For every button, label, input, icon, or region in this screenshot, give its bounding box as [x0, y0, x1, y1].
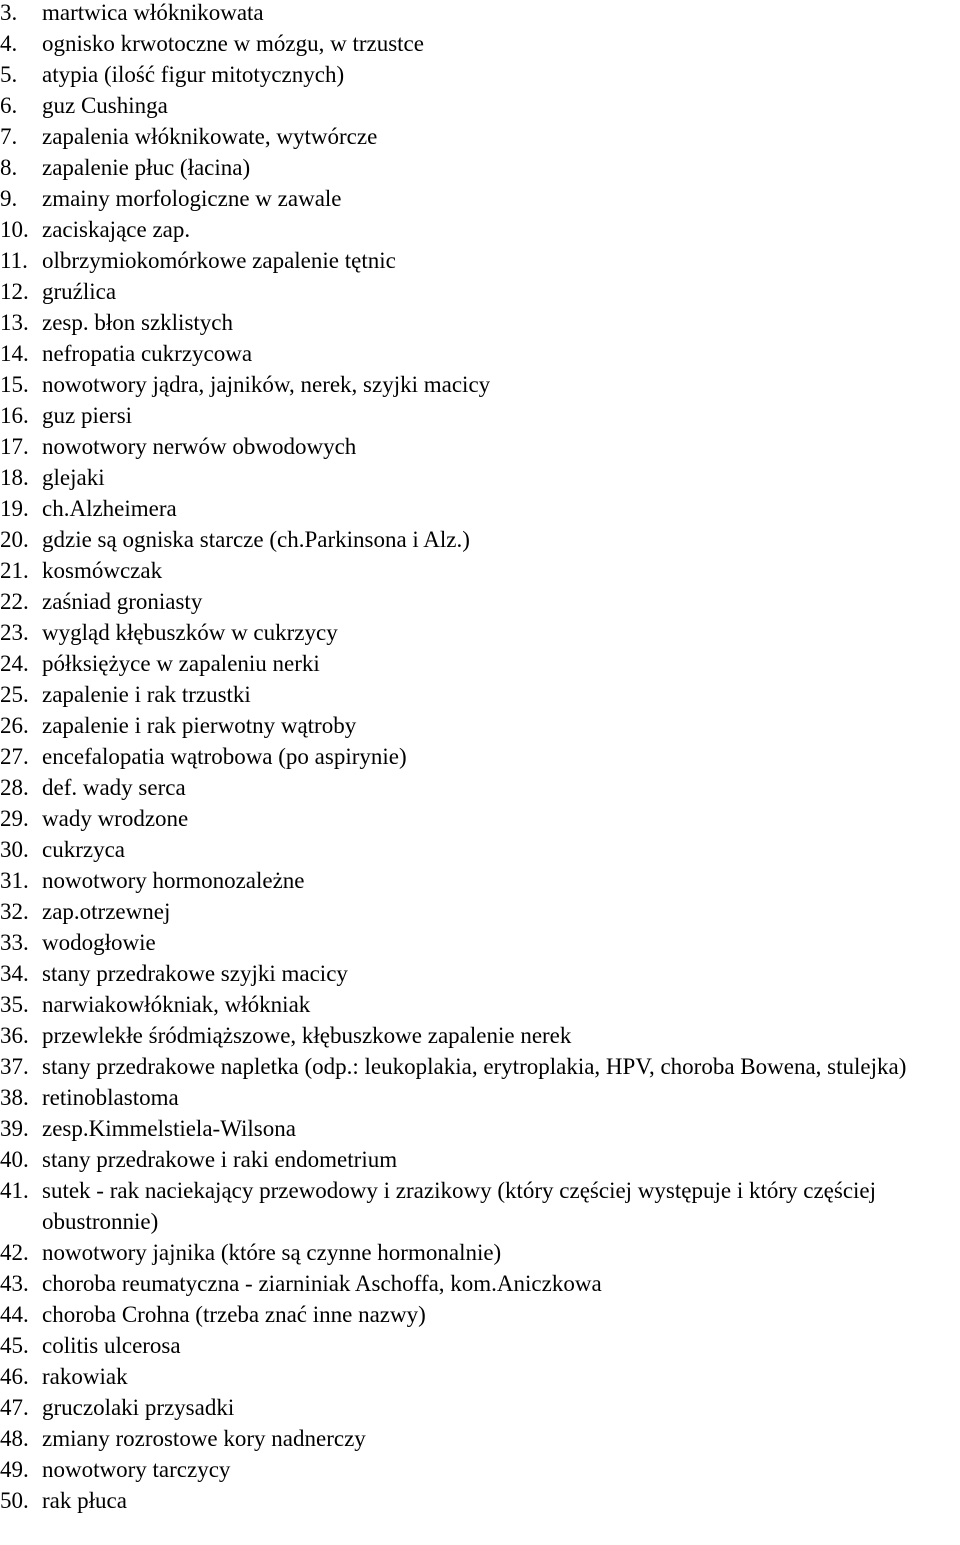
- list-item-number: 26.: [0, 713, 29, 738]
- list-item: [0, 896, 960, 927]
- list-item: [0, 462, 960, 493]
- list-item-number: 47.: [0, 1395, 29, 1420]
- list-item-number: 39.: [0, 1116, 29, 1141]
- list-item-number: 36.: [0, 1023, 29, 1048]
- list-item-number: 37.: [0, 1054, 29, 1079]
- list-item-text: retinoblastoma: [42, 1085, 179, 1110]
- list-item: [0, 493, 960, 524]
- list-item-number: 43.: [0, 1271, 29, 1296]
- list-item-text: def. wady serca: [42, 775, 186, 800]
- list-item-text: stany przedrakowe i raki endometrium: [42, 1147, 398, 1172]
- list-item-text: zaśniad groniasty: [42, 589, 203, 614]
- list-item: [0, 0, 960, 28]
- list-item-number: 25.: [0, 682, 29, 707]
- list-item-number: 14.: [0, 341, 29, 366]
- list-item-text: wygląd kłębuszków w cukrzycy: [42, 620, 338, 645]
- list-item: [0, 338, 960, 369]
- list-item: [0, 989, 960, 1020]
- list-item-text: gruczolaki przysadki: [42, 1395, 235, 1420]
- list-item-text: cukrzyca: [42, 837, 125, 862]
- list-item-number: 8.: [0, 155, 18, 180]
- list-item-text: zmiany rozrostowe kory nadnerczy: [42, 1426, 366, 1451]
- list-item-number: 17.: [0, 434, 29, 459]
- list-item-number: 45.: [0, 1333, 29, 1358]
- list-item: [0, 958, 960, 989]
- list-item-number: 31.: [0, 868, 29, 893]
- list-item-text: zapalenie płuc (łacina): [42, 155, 251, 180]
- list-item-number: 15.: [0, 372, 29, 397]
- list-item-text: kosmówczak: [42, 558, 163, 583]
- list-item: [0, 369, 960, 400]
- list-item-text: stany przedrakowe napletka (odp.: leukoplakia, erytroplakia, HPV, choroba Bowena, stulejka): [42, 1054, 907, 1079]
- list-item-text: zaciskające zap.: [42, 217, 191, 242]
- list-item-text: zapalenia włóknikowate, wytwórcze: [42, 124, 378, 149]
- list-item-text: martwica włóknikowata: [42, 0, 264, 25]
- list-item-text: przewlekłe śródmiąższowe, kłębuszkowe zapalenie nerek: [42, 1023, 572, 1048]
- list-item-number: 5.: [0, 62, 18, 87]
- list-item: [0, 710, 960, 741]
- list-item-text: rak płuca: [42, 1488, 127, 1513]
- list-item: [0, 1423, 960, 1454]
- list-item: [0, 1299, 960, 1330]
- list-item-number: 16.: [0, 403, 29, 428]
- list-item-text: zap.otrzewnej: [42, 899, 171, 924]
- list-item: [0, 1113, 960, 1144]
- list-item-number: 11.: [0, 248, 28, 273]
- list-item: [0, 1361, 960, 1392]
- list-item: [0, 214, 960, 245]
- list-item-number: 40.: [0, 1147, 29, 1172]
- list-item-text: nefropatia cukrzycowa: [42, 341, 253, 366]
- list-item-number: 9.: [0, 186, 18, 211]
- list-item: [0, 1051, 960, 1082]
- list-item: [0, 1237, 960, 1268]
- list-item-number: 48.: [0, 1426, 29, 1451]
- list-item-text: colitis ulcerosa: [42, 1333, 181, 1358]
- list-item-text: olbrzymiokomórkowe zapalenie tętnic: [42, 248, 396, 273]
- list-item: [0, 1454, 960, 1485]
- list-item-text: półksiężyce w zapaleniu nerki: [42, 651, 320, 676]
- list-item: [0, 307, 960, 338]
- list-item-text: zapalenie i rak pierwotny wątroby: [42, 713, 357, 738]
- list-item: [0, 617, 960, 648]
- list-item-number: 30.: [0, 837, 29, 862]
- list-item-number: 28.: [0, 775, 29, 800]
- list-item-text: zesp.Kimmelstiela-Wilsona: [42, 1116, 296, 1141]
- list-item: [0, 1268, 960, 1299]
- list-item: [0, 245, 960, 276]
- list-item: [0, 152, 960, 183]
- list-item-number: 27.: [0, 744, 29, 769]
- list-item-text: nowotwory nerwów obwodowych: [42, 434, 357, 459]
- list-item-number: 23.: [0, 620, 29, 645]
- list-item: [0, 59, 960, 90]
- list-item-text: gdzie są ogniska starcze (ch.Parkinsona i Alz.): [42, 527, 470, 552]
- list-item-text: atypia (ilość figur mitotycznych): [42, 62, 345, 87]
- list-item-number: 32.: [0, 899, 29, 924]
- list-item-text: gruźlica: [42, 279, 117, 304]
- list-item: [0, 1175, 960, 1237]
- list-item-text: narwiakowłókniak, włókniak: [42, 992, 311, 1017]
- list-item-number: 4.: [0, 31, 18, 56]
- list-item: [0, 1392, 960, 1423]
- list-item: [0, 431, 960, 462]
- list-item: [0, 679, 960, 710]
- list-item: [0, 400, 960, 431]
- list-item: [0, 183, 960, 214]
- list-item-number: 34.: [0, 961, 29, 986]
- list-item-text: wady wrodzone: [42, 806, 189, 831]
- list-item-text: ch.Alzheimera: [42, 496, 177, 521]
- list-item-number: 49.: [0, 1457, 29, 1482]
- list-item-number: 22.: [0, 589, 29, 614]
- list-item-number: 10.: [0, 217, 29, 242]
- list-item: [0, 803, 960, 834]
- list-item: [0, 648, 960, 679]
- list-item-number: 44.: [0, 1302, 29, 1327]
- list-item-number: 38.: [0, 1085, 29, 1110]
- list-item-text: glejaki: [42, 465, 105, 490]
- list-item: [0, 772, 960, 803]
- list-item-text: nowotwory jajnika (które są czynne hormonalnie): [42, 1240, 502, 1265]
- list-item: [0, 1330, 960, 1361]
- list-item: [0, 865, 960, 896]
- list-item-number: 35.: [0, 992, 29, 1017]
- list-item: [0, 741, 960, 772]
- list-item-text: nowotwory hormonozależne: [42, 868, 305, 893]
- list-item: [0, 1144, 960, 1175]
- list-item-text: zmainy morfologiczne w zawale: [42, 186, 342, 211]
- list-item-text: rakowiak: [42, 1364, 128, 1389]
- list-item-text: zapalenie i rak trzustki: [42, 682, 251, 707]
- list-item: [0, 1020, 960, 1051]
- list-item: [0, 524, 960, 555]
- list-item-number: 12.: [0, 279, 29, 304]
- list-item: [0, 121, 960, 152]
- list-item-text: choroba reumatyczna - ziarniniak Aschoffa, kom.Aniczkowa: [42, 1271, 602, 1296]
- list-item-number: 50.: [0, 1488, 29, 1513]
- list-item: [0, 1082, 960, 1113]
- list-item: [0, 834, 960, 865]
- list-item-number: 24.: [0, 651, 29, 676]
- list-item-text: ognisko krwotoczne w mózgu, w trzustce: [42, 31, 424, 56]
- list-item-text: guz piersi: [42, 403, 133, 428]
- list-item: [0, 555, 960, 586]
- list-item-number: 33.: [0, 930, 29, 955]
- list-item: [0, 90, 960, 121]
- list-item-number: 42.: [0, 1240, 29, 1265]
- list-item-number: 21.: [0, 558, 29, 583]
- list-item: [0, 28, 960, 59]
- list-item-number: 20.: [0, 527, 29, 552]
- list-item-number: 7.: [0, 124, 18, 149]
- list-item-text: stany przedrakowe szyjki macicy: [42, 961, 348, 986]
- list-item-number: 19.: [0, 496, 29, 521]
- list-item: [0, 1485, 960, 1516]
- list-item-text: wodogłowie: [42, 930, 156, 955]
- list-item-text: zesp. błon szklistych: [42, 310, 233, 335]
- list-item: [0, 586, 960, 617]
- list-item-text: guz Cushinga: [42, 93, 168, 118]
- list-item-number: 29.: [0, 806, 29, 831]
- list-item-number: 18.: [0, 465, 29, 490]
- list-item-text: encefalopatia wątrobowa (po aspirynie): [42, 744, 407, 769]
- list-item-number: 6.: [0, 93, 18, 118]
- list-item: [0, 276, 960, 307]
- list-item-text: sutek - rak naciekający przewodowy i zrazikowy (który częściej występuje i który częściej obustronnie): [42, 1178, 877, 1234]
- list-item-number: 3.: [0, 0, 18, 25]
- list-item-text: choroba Crohna (trzeba znać inne nazwy): [42, 1302, 426, 1327]
- list-item-number: 41.: [0, 1178, 29, 1203]
- list-item-text: nowotwory jądra, jajników, nerek, szyjki macicy: [42, 372, 491, 397]
- list-item-number: 46.: [0, 1364, 29, 1389]
- list-item: [0, 927, 960, 958]
- list-item-text: nowotwory tarczycy: [42, 1457, 231, 1482]
- list-item-number: 13.: [0, 310, 29, 335]
